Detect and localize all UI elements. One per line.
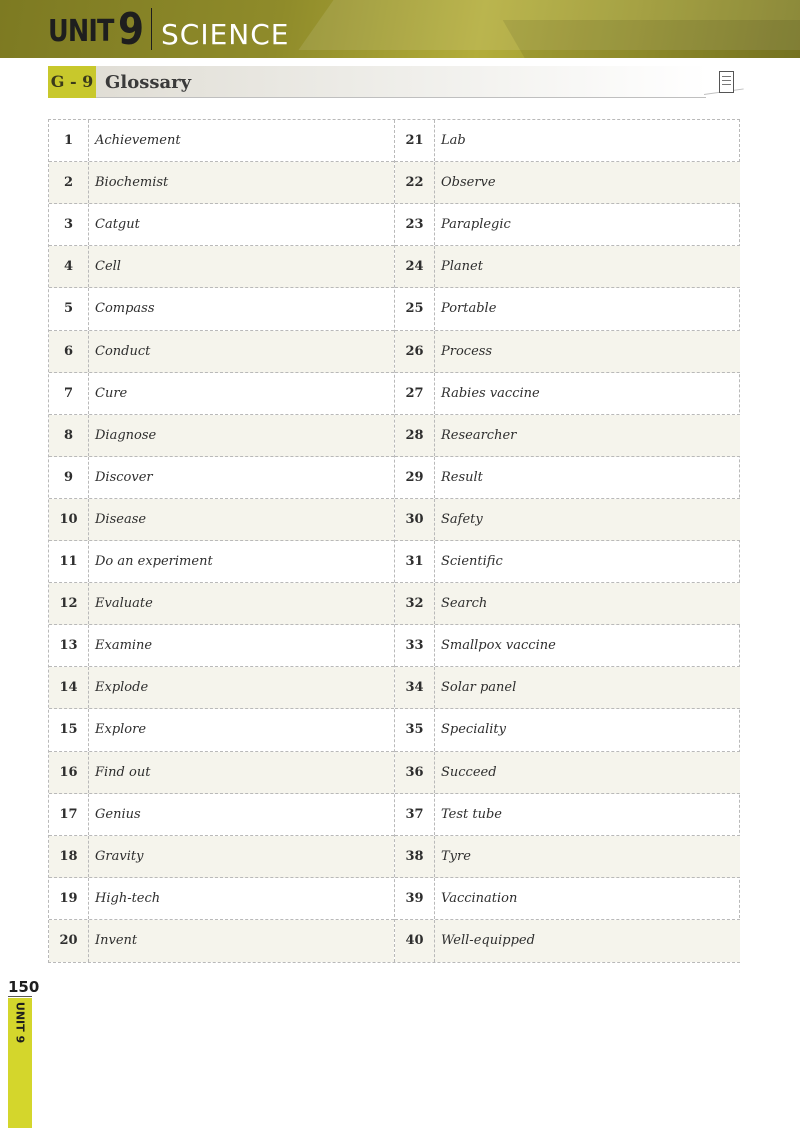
glossary-term: Evaluate [95, 596, 153, 612]
glossary-term: Tyre [441, 848, 471, 864]
glossary-term: Catgut [95, 217, 140, 233]
glossary-term: Test tube [441, 806, 502, 822]
glossary-row [395, 541, 740, 583]
glossary-row [49, 120, 394, 162]
glossary-row [49, 920, 394, 962]
glossary-row [395, 920, 740, 962]
glossary-row [49, 415, 394, 457]
banner-decoration [503, 20, 800, 58]
glossary-row [395, 120, 740, 162]
glossary-term: Solar panel [441, 680, 517, 696]
glossary-row [49, 499, 394, 541]
unit-header-banner [0, 0, 800, 58]
glossary-number: 13 [49, 625, 89, 666]
glossary-row [395, 667, 740, 709]
glossary-term: Scientific [441, 554, 503, 569]
glossary-term: Conduct [95, 343, 151, 359]
glossary-column-right [394, 120, 740, 962]
glossary-number: 36 [395, 752, 435, 793]
glossary-row [395, 752, 740, 794]
glossary-number: 39 [395, 878, 435, 919]
glossary-row [49, 162, 394, 204]
glossary-number: 9 [49, 457, 89, 498]
glossary-row [49, 246, 394, 288]
glossary-row [49, 373, 394, 415]
section-underline [96, 97, 706, 98]
glossary-term: Rabies vaccine [441, 385, 540, 401]
glossary-row [395, 288, 740, 330]
glossary-row [49, 794, 394, 836]
glossary-number: 18 [49, 836, 89, 877]
glossary-row [49, 288, 394, 330]
glossary-term: Invent [95, 932, 138, 948]
glossary-row [49, 204, 394, 246]
glossary-number: 1 [49, 120, 89, 161]
glossary-row [395, 162, 740, 204]
glossary-row [395, 331, 740, 373]
glossary-number: 3 [49, 204, 89, 245]
glossary-row [395, 457, 740, 499]
glossary-term: Explode [95, 680, 149, 696]
side-unit-label-wrap [8, 998, 32, 1048]
glossary-term: Find out [95, 764, 151, 780]
glossary-number: 10 [49, 499, 89, 540]
glossary-number: 31 [395, 541, 435, 582]
glossary-row [395, 709, 740, 751]
glossary-term: Discover [95, 469, 153, 485]
glossary-row [395, 625, 740, 667]
section-title: Glossary [105, 72, 192, 93]
glossary-term: Speciality [441, 722, 506, 738]
glossary-number: 4 [49, 246, 89, 287]
glossary-number: 16 [49, 752, 89, 793]
glossary-number: 12 [49, 583, 89, 624]
glossary-row [395, 583, 740, 625]
glossary-term: Examine [95, 638, 153, 654]
glossary-term: Vaccination [441, 890, 518, 906]
glossary-number: 14 [49, 667, 89, 708]
glossary-number: 29 [395, 457, 435, 498]
side-unit-label: UNIT 9 [13, 1001, 27, 1044]
glossary-number: 11 [49, 541, 89, 582]
glossary-term: Paraplegic [441, 217, 511, 233]
glossary-term: Cure [95, 385, 128, 401]
glossary-row [49, 709, 394, 751]
glossary-row [49, 667, 394, 709]
glossary-term: Compass [95, 301, 155, 317]
glossary-number: 24 [395, 246, 435, 287]
glossary-term: Gravity [95, 848, 144, 864]
glossary-number: 17 [49, 794, 89, 835]
glossary-table [48, 119, 740, 963]
glossary-number: 2 [49, 162, 89, 203]
glossary-number: 20 [49, 920, 89, 962]
glossary-row [49, 583, 394, 625]
glossary-number: 21 [395, 120, 435, 161]
glossary-row [49, 752, 394, 794]
glossary-term: Observe [441, 175, 496, 191]
glossary-row [49, 625, 394, 667]
glossary-number: 38 [395, 836, 435, 877]
glossary-row [49, 836, 394, 878]
glossary-term: Cell [95, 259, 121, 275]
glossary-term: Planet [441, 259, 483, 275]
page-number: 150 [8, 978, 40, 996]
glossary-term: Process [441, 343, 493, 359]
unit-number: 9 [118, 4, 145, 55]
glossary-row [395, 836, 740, 878]
glossary-number: 19 [49, 878, 89, 919]
glossary-row [395, 499, 740, 541]
glossary-row [395, 204, 740, 246]
glossary-row [49, 878, 394, 920]
glossary-row [395, 794, 740, 836]
glossary-row [49, 331, 394, 373]
glossary-term: Disease [95, 511, 147, 527]
glossary-term: Portable [441, 301, 497, 317]
glossary-term: Achievement [95, 133, 181, 148]
glossary-number: 6 [49, 331, 89, 372]
unit-label: UNIT [48, 14, 114, 49]
glossary-number: 33 [395, 625, 435, 666]
header-divider [151, 8, 152, 50]
glossary-number: 23 [395, 204, 435, 245]
glossary-number: 15 [49, 709, 89, 750]
glossary-term: Search [441, 596, 488, 612]
glossary-number: 28 [395, 415, 435, 456]
glossary-term: Well-equipped [441, 932, 535, 948]
glossary-number: 37 [395, 794, 435, 835]
glossary-row [49, 457, 394, 499]
glossary-number: 22 [395, 162, 435, 203]
glossary-term: Researcher [441, 427, 517, 443]
glossary-term: High-tech [95, 890, 161, 906]
document-icon [719, 71, 734, 93]
glossary-term: Explore [95, 722, 147, 738]
glossary-term: Smallpox vaccine [441, 638, 556, 654]
glossary-number: 8 [49, 415, 89, 456]
glossary-term: Do an experiment [95, 554, 213, 569]
glossary-row [395, 415, 740, 457]
glossary-term: Lab [441, 133, 466, 148]
glossary-row [395, 246, 740, 288]
glossary-number: 35 [395, 709, 435, 750]
glossary-row [395, 878, 740, 920]
unit-subject-title: SCIENCE [161, 18, 290, 51]
glossary-number: 26 [395, 331, 435, 372]
glossary-term: Result [441, 469, 483, 485]
glossary-number: 30 [395, 499, 435, 540]
glossary-number: 32 [395, 583, 435, 624]
glossary-row [49, 541, 394, 583]
glossary-term: Succeed [441, 764, 497, 780]
glossary-number: 7 [49, 373, 89, 414]
glossary-row [395, 373, 740, 415]
glossary-column-left [49, 120, 394, 962]
glossary-term: Safety [441, 511, 483, 527]
glossary-number: 40 [395, 920, 435, 962]
glossary-number: 25 [395, 288, 435, 329]
glossary-number: 5 [49, 288, 89, 329]
glossary-number: 27 [395, 373, 435, 414]
glossary-term: Diagnose [95, 427, 157, 443]
glossary-term: Biochemist [95, 175, 169, 191]
section-code-badge: G - 9 [48, 66, 96, 98]
glossary-number: 34 [395, 667, 435, 708]
glossary-term: Genius [95, 806, 141, 822]
